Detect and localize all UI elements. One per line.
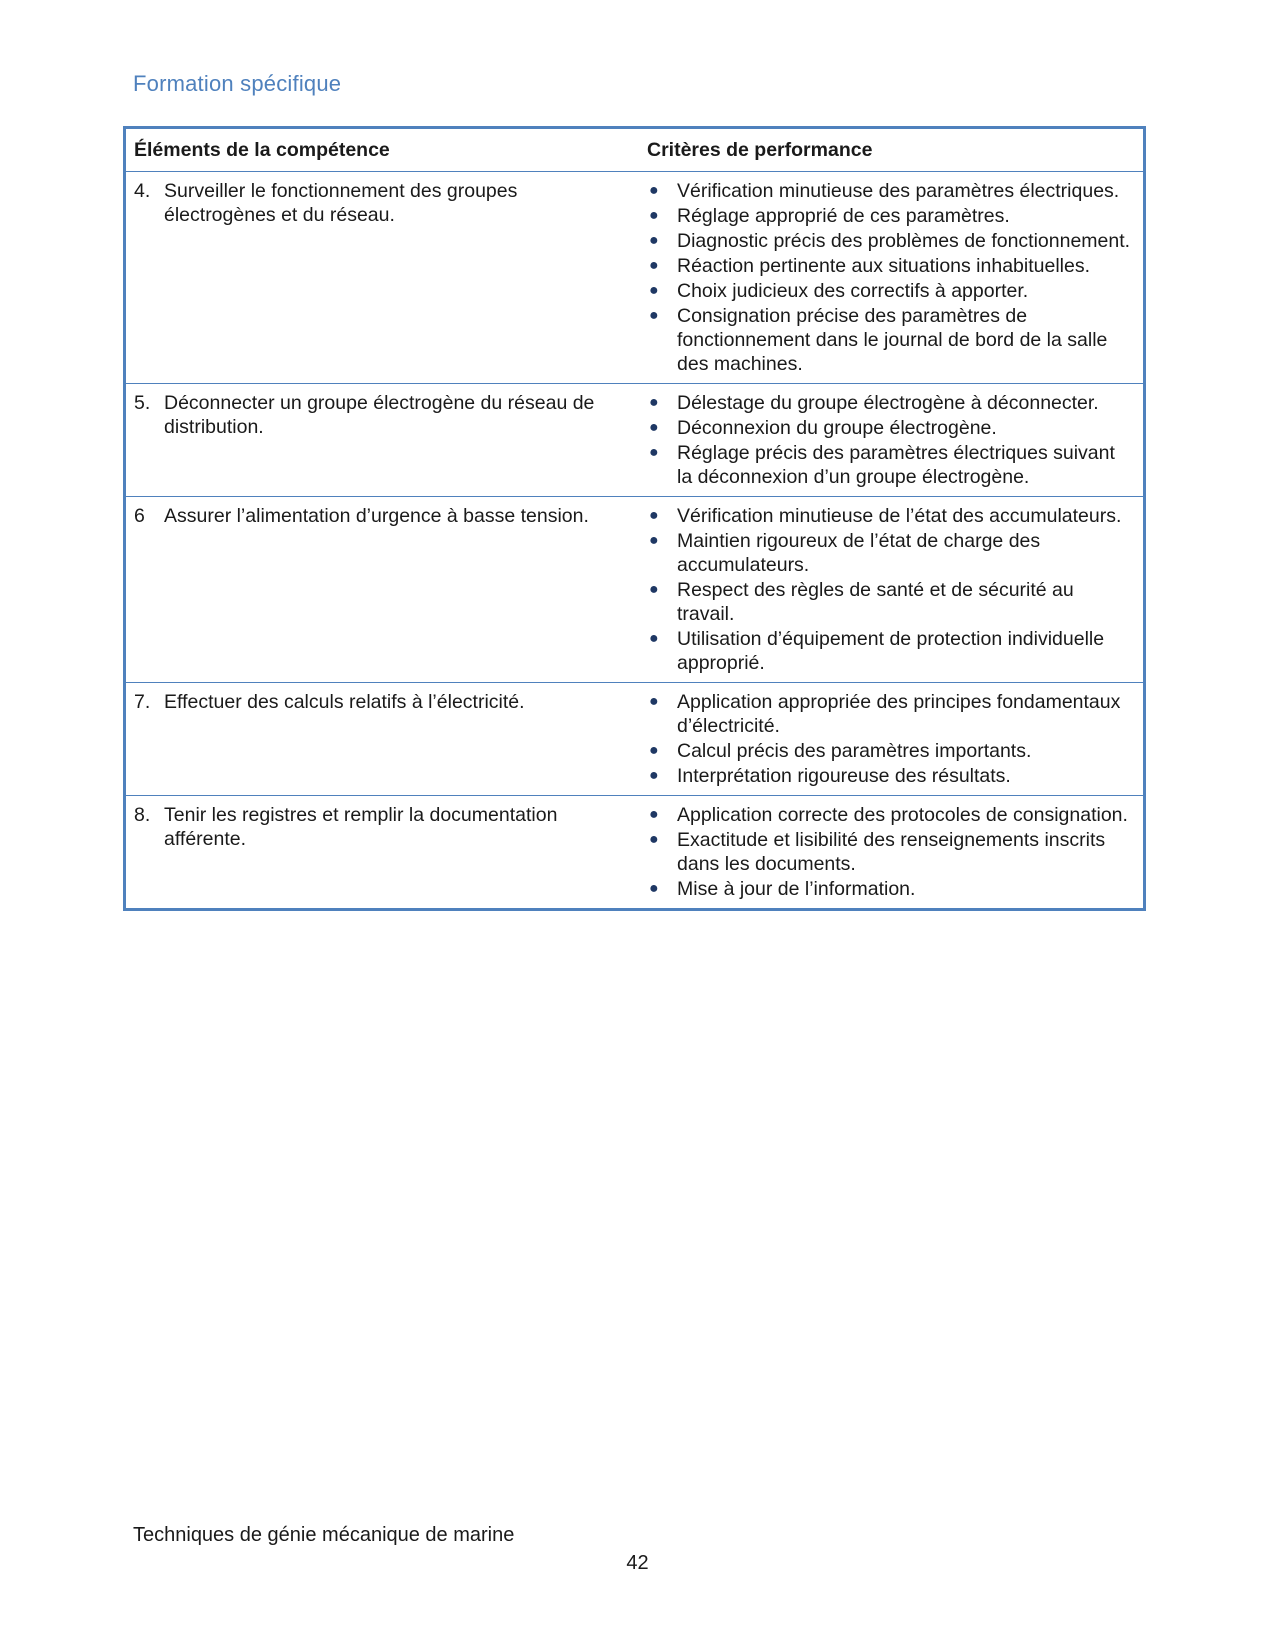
criteria-cell — [639, 796, 1145, 910]
criteria-item — [647, 828, 1135, 876]
criteria-text: Réglage précis des paramètres électriques suivant la déconnexion d’un groupe électrogène. — [677, 442, 1115, 488]
page-number: 42 — [626, 1552, 649, 1574]
bullet-icon: ● — [649, 806, 659, 823]
criteria-text: Application appropriée des principes fondamentaux d’électricité. — [677, 691, 1121, 737]
competency-element — [134, 391, 631, 439]
criteria-cell — [639, 384, 1145, 497]
element-number: 6 — [134, 505, 145, 527]
criteria-text: Mise à jour de l’information. — [677, 878, 916, 900]
element-text: Effectuer des calculs relatifs à l’électricité. — [164, 691, 525, 713]
bullet-icon: ● — [649, 581, 659, 598]
element-number: 7. — [134, 691, 151, 713]
table-row — [125, 384, 1145, 497]
competency-element — [134, 690, 631, 714]
table-row — [125, 796, 1145, 910]
bullet-icon: ● — [649, 419, 659, 436]
element-number: 8. — [134, 804, 151, 826]
element-number: 5. — [134, 392, 151, 414]
criteria-item — [647, 739, 1135, 763]
element-cell — [125, 683, 640, 796]
bullet-icon: ● — [649, 307, 659, 324]
bullet-icon: ● — [649, 532, 659, 549]
criteria-text: Diagnostic précis des problèmes de fonctionnement. — [677, 230, 1131, 252]
criteria-item — [647, 179, 1135, 203]
criteria-text: Respect des règles de santé et de sécurité au travail. — [677, 579, 1074, 625]
criteria-text: Délestage du groupe électrogène à déconnecter. — [677, 392, 1099, 414]
criteria-text: Vérification minutieuse des paramètres électriques. — [677, 180, 1120, 202]
element-text: Déconnecter un groupe électrogène du réseau de distribution. — [164, 392, 595, 438]
bullet-icon: ● — [649, 394, 659, 411]
table-row — [125, 497, 1145, 683]
criteria-cell — [639, 683, 1145, 796]
criteria-item — [647, 279, 1135, 303]
element-cell — [125, 384, 640, 497]
criteria-item — [647, 229, 1135, 253]
competency-table — [123, 126, 1146, 911]
criteria-cell — [639, 172, 1145, 384]
criteria-item — [647, 416, 1135, 440]
bullet-icon: ● — [649, 207, 659, 224]
criteria-text: Calcul précis des paramètres importants. — [677, 740, 1032, 762]
element-text: Tenir les registres et remplir la documentation afférente. — [164, 804, 558, 850]
bullet-icon: ● — [649, 831, 659, 848]
criteria-list — [647, 803, 1135, 901]
element-text: Surveiller le fonctionnement des groupes électrogènes et du réseau. — [164, 180, 518, 226]
footer-program-title: Techniques de génie mécanique de marine — [133, 1524, 515, 1546]
competency-element — [134, 179, 631, 227]
competency-element — [134, 504, 631, 528]
bullet-icon: ● — [649, 630, 659, 647]
table-row — [125, 683, 1145, 796]
criteria-item — [647, 304, 1135, 376]
column-header-criteria: Critères de performance — [647, 139, 873, 161]
criteria-text: Maintien rigoureux de l’état de charge des accumulateurs. — [677, 530, 1041, 576]
criteria-item — [647, 529, 1135, 577]
criteria-item — [647, 578, 1135, 626]
bullet-icon: ● — [649, 767, 659, 784]
bullet-icon: ● — [649, 444, 659, 461]
criteria-item — [647, 803, 1135, 827]
criteria-item — [647, 204, 1135, 228]
criteria-cell — [639, 497, 1145, 683]
criteria-item — [647, 877, 1135, 901]
criteria-text: Interprétation rigoureuse des résultats. — [677, 765, 1011, 787]
bullet-icon: ● — [649, 742, 659, 759]
element-number: 4. — [134, 180, 151, 202]
criteria-list — [647, 690, 1135, 788]
criteria-list — [647, 504, 1135, 675]
table-body — [125, 172, 1145, 910]
bullet-icon: ● — [649, 282, 659, 299]
element-text: Assurer l’alimentation d’urgence à basse tension. — [164, 505, 589, 527]
criteria-text: Vérification minutieuse de l’état des accumulateurs. — [677, 505, 1122, 527]
criteria-text: Réaction pertinente aux situations inhabituelles. — [677, 255, 1091, 277]
criteria-text: Réglage approprié de ces paramètres. — [677, 205, 1010, 227]
table-row — [125, 172, 1145, 384]
element-cell — [125, 497, 640, 683]
criteria-item — [647, 627, 1135, 675]
bullet-icon: ● — [649, 880, 659, 897]
criteria-item — [647, 254, 1135, 278]
criteria-text: Déconnexion du groupe électrogène. — [677, 417, 997, 439]
criteria-item — [647, 764, 1135, 788]
element-cell — [125, 796, 640, 910]
element-cell — [125, 172, 640, 384]
criteria-item — [647, 391, 1135, 415]
criteria-text: Utilisation d’équipement de protection individuelle approprié. — [677, 628, 1105, 674]
competency-element — [134, 803, 631, 851]
criteria-text: Exactitude et lisibilité des renseignements inscrits dans les documents. — [677, 829, 1106, 875]
criteria-text: Application correcte des protocoles de consignation. — [677, 804, 1128, 826]
criteria-text: Consignation précise des paramètres de fonctionnement dans le journal de bord de la salle des machines. — [677, 305, 1108, 375]
bullet-icon: ● — [649, 257, 659, 274]
criteria-list — [647, 179, 1135, 376]
criteria-list — [647, 391, 1135, 489]
bullet-icon: ● — [649, 507, 659, 524]
criteria-item — [647, 504, 1135, 528]
bullet-icon: ● — [649, 693, 659, 710]
criteria-text: Choix judicieux des correctifs à apporter. — [677, 280, 1029, 302]
bullet-icon: ● — [649, 182, 659, 199]
section-title: Formation spécifique — [133, 71, 342, 96]
table-header-row — [125, 128, 1145, 172]
column-header-elements: Éléments de la compétence — [134, 139, 390, 161]
bullet-icon: ● — [649, 232, 659, 249]
criteria-item — [647, 441, 1135, 489]
criteria-item — [647, 690, 1135, 738]
